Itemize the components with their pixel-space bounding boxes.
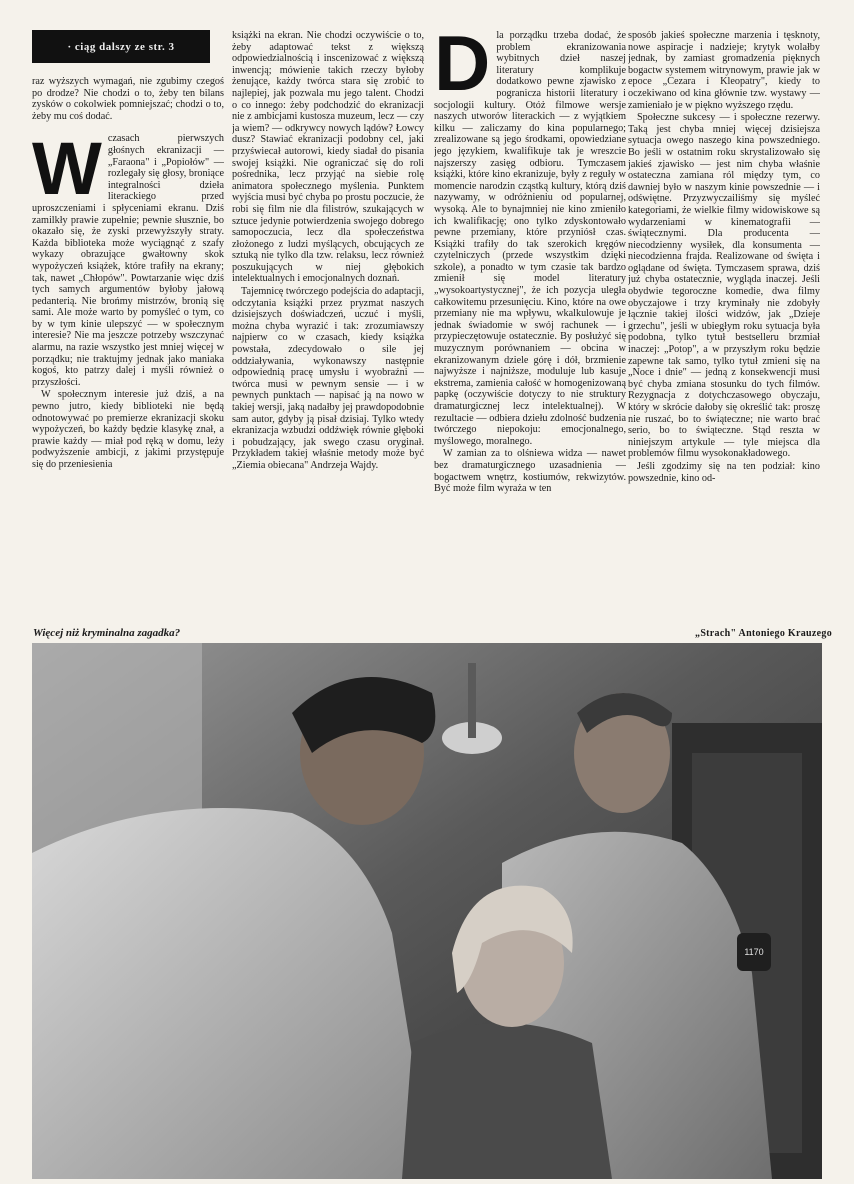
paragraph: Tajemnicę twórczego podejścia do adaptacji, odczytania książki przez pryzmat naszych dzisiejszych doświadczeń, uczuć i myśli, można chyba wyrazić i tak: zrozumiawszy najpierw co w czasach, kiedy książka powstała, zdecydowało o sile jej oddziaływania, wykonawszy następnie odpowiednią pracę umysłu i wyobraźni — twórca musi w pewnym sensie — i w pewnych punktach — napisać ją na nowo w takiej wersji, jaką nadałby jej prawdopodobnie sam autor, gdyby ją pisał dzisiaj. Tylko wtedy ekranizacja wzbudzi oddźwięk równie głęboki i pobudzający, jak swego czasu oryginał. Przykładem takiej właśnie metody może być „Ziemia obiecana" Andrzeja Wajdy. <box>232 286 424 471</box>
film-still-photo <box>32 643 822 1179</box>
text-column-4 <box>628 30 820 632</box>
paragraph: Wczasach pierwszych głośnych ekranizacji — „Faraona" i „Popiołów" — rozlegały się głosy, broniące integralności dzieła literackiego przed uproszczeniami i spłyceniami ekranu. Dziś zamilkły prawie zupełnie; pewnie słusznie, bo okazało się, że zyski przewyższyły straty. Każda biblioteka może wyciągnąć z szafy wykazy obrazujące gwałtowny skok wypożyczeń książek, które trafiły na ekrany; tak, nawet „Chłopów". Powtarzanie więc dziś tych samych argumentów byłoby jałową pedanterią. Nie brońmy mistrzów, bronią się sami. Ale może warto by pomyśleć o tym, co by w tym kinie ulepszyć — w społecznym interesie? Nie ma jeszcze potrzeby wszczynać alarmu, na razie wszystko jest mniej więcej w porządku; nie traktujmy jednak jako maniaka kogoś, kto patrzy dalej i myśli również o przyszłości. <box>32 127 224 388</box>
uniform-badge: 1170 <box>744 947 764 957</box>
drop-cap: D <box>434 30 491 107</box>
drop-cap: W <box>32 127 102 211</box>
text-column-1 <box>32 30 224 632</box>
paragraph: raz wyższych wymagań, nie zgubimy czegoś po drodze? Nie chodzi o to, żeby ten bilans zysków o cokolwiek pomniejszać; chodzi o to, żeby mu coś dodać. <box>32 76 224 122</box>
paragraph: W zamian za to olśniewa widza — nawet bez dramaturgicznego uzasadnienia — bogactwem wnętrz, kostiumów, rekwizytów. Być może film wyraża w ten <box>434 448 626 495</box>
paragraph: Dla porządku trzeba dodać, że problem ekranizowania wybitnych dzieł naszej literatury komplikuje dodatkowo pewne zjawisko z pogranicza historii literatury i socjologii kultury. Otóż filmowe wersje naszych utworów literackich — z wyjątkiem kilku — zaliczamy do kina popularnego; zrealizowane są jego środkami, opowiedziane jego językiem, kwalifikuje tak je wreszcie najszerszy zasięg odbioru. Tymczasem książki, które kino ekranizuje, były z reguły w momencie narodzin cząstką kultury, którą dziś nazywamy, w odróżnieniu od popularnej, wysoką. Ale to bynajmniej nie kino zmieniło ich kwalifikację; ono tylko zdyskontowało pewne przemiany, które przyniósł czas. Książki trafiły do tak szerokich kręgów czytelniczych (przede wszystkim dzięki szkole), a ponadto w tym czasie tak bardzo zmienił się model literatury „wysokoartystycznej", że ich pozycja uległa całkowitemu przesunięciu. Kino, które na owe przemiany nie ma wpływu, wkalkulowuje je jednak świadomie w swój rachunek — i przypieczętowuje ostatecznie. By posłużyć się muzycznym porównaniem — obcina w ekranizowanym dziele górę i dół, brzmienie najwyższe i najniższe, moduluje lub kasuje ekstrema, zamienia całość w homogenizowaną papkę (oczywiście dotyczy to nie struktury dramaturgicznej lecz intelektualnej). W rezultacie — odbiera dziełu zdolność budzenia twórczego niepokoju: emocjonalnego, myślowego, moralnego. <box>434 30 626 447</box>
paragraph: Społeczne sukcesy — i społeczne rezerwy. Taką jest chyba mniej więcej dzisiejsza sytuacja owego naszego kina powszedniego. Bo jeśli w ostatnim roku skrystalizowało się jakieś zjawisko — jest nim chyba właśnie ostateczna zamiana ról między tym, co dawniej było w naszym kinie powszednie — i odświętne. Przyzwyczailiśmy się myśleć kategoriami, że wielkie filmy widowiskowe są wydarzeniami w kinematografii — świątecznymi. Dla producenta — niecodzienny wysiłek, dla konsumenta — niecodzienna frajda. Realizowane od święta i oglądane od święta. Tymczasem sprawa, dziś już chyba ostatecznie, wygląda inaczej. Jeśli obydwie tegoroczne komedie, dwa filmy obyczajowe i trzy kryminały nie zdobyły łącznie takiej ilości widzów, jak „Dzieje grzechu", jeśli w ubiegłym roku sytuacja była podobna, tylko tytuł bestselleru brzmiał inaczej: „Potop", a w przyszłym roku będzie zapewne tak samo, tylko tytuł zmieni się na „Noce i dnie" — jedną z konsekwencji musi być chyba zmiana stosunku do tych filmów. Rezygnacja z dotychczasowego obyczaju, który w skrócie dałoby się określić tak: proszę nie ruszać, bo to świąteczne; nie warto brać serio, bo to świąteczne. Stąd reszta w niniejszym artykule — tyle miejsca dla problemów filmu wysokonakładowego. <box>628 112 820 460</box>
text-column-2 <box>232 30 424 632</box>
photo-caption-left: Więcej niż kryminalna zagadka? <box>33 627 181 639</box>
text-column-3 <box>434 30 626 632</box>
paragraph: Jeśli zgodzimy się na ten podział: kino powszednie, kino od- <box>628 460 820 484</box>
continuation-banner: · ciąg dalszy ze str. 3 <box>32 30 210 63</box>
photo-caption-right: „Strach" Antoniego Krauzego <box>695 628 832 639</box>
film-still-illustration <box>32 643 822 1179</box>
paragraph: książki na ekran. Nie chodzi oczywiście o to, żeby adaptować tekst z większą odpowiedzialnością i inscenizować z większą inwencją; mówienie takich rzeczy byłoby żenujące, każdy twórca stara się zrobić to najlepiej, jak pozwala mu jego talent. Chodzi o co innego: żeby podchodzić do ekranizacji nie z ambicjami kustosza muzeum, lecz — czy ja wiem? — odkrywcy nowych lądów? Łowcy dusz? Stawiać ekranizacji podobny cel, jaki przyświecał autorowi, kiedy siadał do pisania swojej książki. Nie ograniczać się do roli pośrednika, lecz przyjąć na siebie rolę animatora społecznego myślenia. Punktem wyjścia musi być chyba po prostu poczucie, że robi się film nie dla filistrów, szukających w sztuce jedynie potwierdzenia swojego dobrego samopoczucia, lecz dla społeczeństwa złożonego z ludzi myślących, obcujących ze sztuką nie tylko dla tzw. relaksu, lecz również poszukujących w niej głębokich intelektualnych i emocjonalnych doznań. <box>232 30 424 285</box>
paragraph: W społecznym interesie już dziś, a na pewno jutro, kiedy biblioteki nie będą odnotowywać po premierze ekranizacji skoku wypożyczeń, bo każdy będzie klasykę znał, a prawie każdy — miał pod ręką w domu, leży podwyższenie ambicji, z jakimi przystępuje się do przeniesienia <box>32 389 224 470</box>
paragraph: sposób jakieś społeczne marzenia i tęsknoty, nowe aspiracje i nadzieje; krytyk wolałby jednak, by zamiast gromadzenia pięknych bogactw systemem witrynowym, prawie jak w epoce „Cezara i Kleopatry", kiedy to oczekiwano od kina głównie tzw. wystawy — zamieniało je w piękno wyższego rzędu. <box>628 30 820 111</box>
